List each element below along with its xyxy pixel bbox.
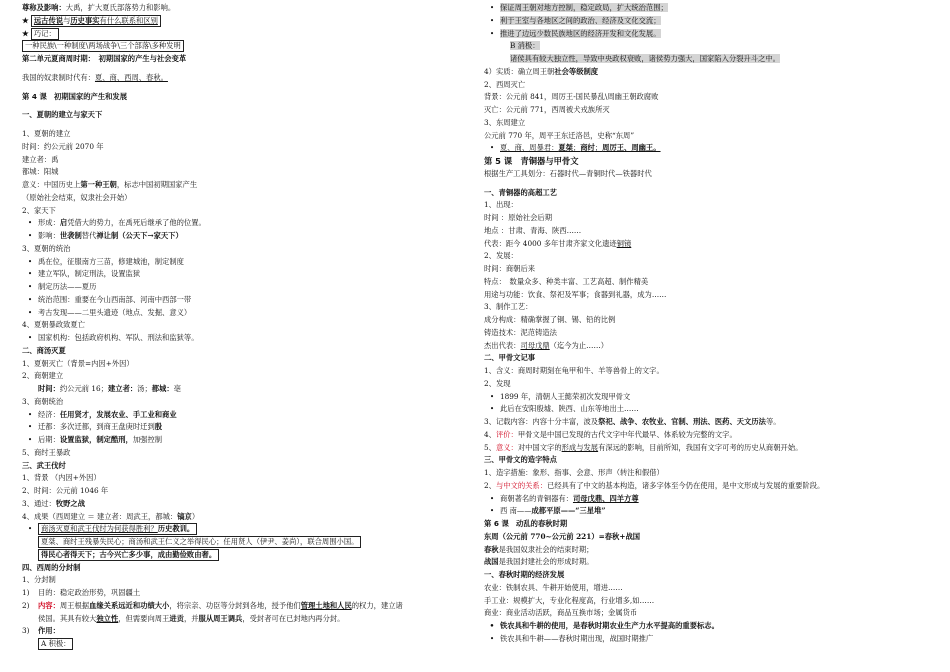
text-line: 1、分封制 bbox=[22, 575, 56, 585]
text-line: 1、造字措施：象形、指事、会意、形声（转注和假借） bbox=[484, 468, 664, 477]
section-xia-founding: 一、夏朝的建立与家天下 bbox=[22, 110, 103, 120]
text-line: 1) 目的：稳定政治形势，巩固疆土 bbox=[22, 588, 141, 597]
text-line: 2) 内容：周王根据血缘关系远近和功绩大小，将宗亲、功臣等分封到各地，授予他们管理土地和人民的权力，建立诸 bbox=[22, 600, 403, 610]
lesson-5-title: 第 5 课 青铜器与甲骨文 bbox=[484, 156, 579, 166]
text-line: 1、夏朝的建立 bbox=[22, 129, 71, 138]
list-item: • 铁农具和牛耕——春秋时期出现，战国时期推广 bbox=[484, 633, 932, 646]
text-line: 1、出现： bbox=[484, 200, 518, 210]
mnemonic-content: 一种民族\一种制度\两场战争\三个部落\多种发明 bbox=[22, 40, 470, 53]
text-line: 1、含义：商周时期刻在龟甲和牛、羊等兽骨上的文字。 bbox=[484, 366, 664, 375]
text-line: 根据生产工具划分：石器时代—青铜时代—铁器时代 bbox=[484, 168, 652, 178]
text-line: 代表：距今 4000 多年甘肃齐家文化遗迹铜镜 bbox=[484, 238, 632, 248]
list-item: • 铁农具和牛耕的使用，是春秋时期农业生产力水平提高的重要标志。 bbox=[484, 620, 932, 633]
text-line: 用途与功能：饮食、祭祀及军事；食器到礼器，成为…… bbox=[484, 289, 667, 299]
influence-line: 尊称及影响：大禹，扩大夏氏部落势力和影响。 bbox=[22, 3, 176, 12]
right-column bbox=[484, 2, 932, 646]
text-line: 2、时间：公元前 1046 年 bbox=[22, 486, 109, 495]
list-item: • 考古发现——二里头遗迹（地点、发掘、意义） bbox=[22, 307, 470, 320]
list-item: • 影响：世袭制替代禅让制（公天下→家天下） bbox=[22, 230, 470, 243]
text-line: 4、成果（西周建立 ＝ 建立者：周武王，都城：镐京） bbox=[22, 511, 200, 521]
text-line: 1、夏朝灭亡（背景=内因+外因） bbox=[22, 358, 134, 368]
section-western-zhou-enfeoffment: 四、西周的分封制 bbox=[22, 562, 81, 572]
text-line: 2、西周灭亡 bbox=[484, 79, 526, 89]
section-bronze-craft: 一、青铜器的高超工艺 bbox=[484, 187, 557, 197]
text-line: 3) 作用： bbox=[22, 626, 60, 636]
text-line: 背景：公元前 841，周厉王-国民暴乱\周幽王朝政腐败 bbox=[484, 92, 659, 102]
list-item: • 此后在安阳殷墟、陕西、山东等地出土…… bbox=[484, 403, 932, 416]
section-wu-attacks-zhou: 三、武王伐纣 bbox=[22, 460, 66, 470]
text-line: 2、发现 bbox=[484, 378, 511, 388]
text-line: 东周（公元前 770~公元前 221）=春秋+战国 bbox=[484, 531, 641, 541]
star-icon: ★ bbox=[22, 28, 29, 38]
list-item: • 商朝著名的青铜器有：司母戊鼎、四羊方尊 bbox=[484, 493, 932, 506]
text-line: 2、与中文的关系：已经具有了中文的基本构造，诸多字体至今仍在使用，是中文形成与发展的重要阶段。 bbox=[484, 480, 825, 490]
list-item: • 利于王室与各地区之间的政治、经济及文化交流； bbox=[484, 15, 932, 28]
text-line: 手工业：规模扩大，专业化程度高，行业增多,如…… bbox=[484, 595, 655, 605]
text-line: 灭亡：公元前 771，西周被犬戎族所灭 bbox=[484, 105, 610, 114]
text-line: （原始社会结束，奴隶社会开始） bbox=[22, 192, 132, 202]
text-line: 时间：约公元前 16；建立者：汤；都城：亳 bbox=[38, 384, 181, 393]
mnemonic-label: ★ 巧记： bbox=[22, 28, 470, 41]
text-line: 商业：商业活动活跃，商品互换市场；金属货币 bbox=[484, 608, 638, 618]
list-item: • 1899 年，清朝人王懿荣初次发现甲骨文 bbox=[484, 391, 932, 404]
text-line: 3、通过：牧野之战 bbox=[22, 498, 86, 508]
list-item: • 西 南——成都平原——“三星堆” bbox=[484, 505, 932, 518]
list-item: • 制定历法——夏历 bbox=[22, 281, 470, 294]
list-item: • 商汤灭夏和武王伐纣为何获得胜利？历史教训。 bbox=[22, 523, 470, 536]
text-line: 时间 ：原始社会后期 bbox=[484, 213, 552, 222]
section-spring-autumn-economy: 一、春秋时期的经济发展 bbox=[484, 570, 565, 579]
text-line: 杰出代表：司母戊鼎（迄今为止……） bbox=[484, 340, 609, 350]
text-line: 2、发展： bbox=[484, 251, 518, 261]
text-line: 3、夏朝的统治 bbox=[22, 243, 71, 253]
text-line: 1、背景 （内因+外因） bbox=[22, 473, 101, 483]
text-line: 地点 ：甘肃、青海、陕西…… bbox=[484, 225, 582, 235]
text-line: 都城：阳城 bbox=[22, 167, 59, 177]
text-line: 4、夏朝暴政致夏亡 bbox=[22, 320, 86, 330]
text-line: 公元前 770 年，周平王东迁洛邑，史称“东周” bbox=[484, 130, 635, 140]
legend-question: ★ 远古传说与历史事实有什么联系和区别 bbox=[22, 15, 470, 28]
lesson-6-title: 第 6 课 动乱的春秋时期 bbox=[484, 519, 568, 528]
text-line: 2、家天下 bbox=[22, 205, 56, 215]
text-line: 农业：铁制农具、牛耕开始使用，增进…… bbox=[484, 582, 623, 592]
list-item: • 经济：任用贤才，发展农业、手工业和商业 bbox=[22, 409, 470, 422]
slavery-era: 我国的奴隶制时代有：夏、商、西周、春秋。 bbox=[22, 72, 168, 82]
text-line: 时间：商朝后来 bbox=[484, 264, 536, 273]
text-line: 3、商朝统治 bbox=[22, 396, 64, 406]
list-item: • 禹在位，征服南方三苗，修建城池，制定制度 bbox=[22, 256, 470, 269]
text-line: A 积极： bbox=[22, 638, 470, 651]
text-line: 3、东周建立 bbox=[484, 117, 526, 127]
text-line: 5、商纣王暴政 bbox=[22, 447, 71, 457]
lesson-4-title: 第 4 课 初期国家的产生和发展 bbox=[22, 91, 128, 101]
list-item: • 形成：启凭借大的势力，在禹死后继承了他的位置。 bbox=[22, 217, 470, 230]
text-line: 3、制作工艺： bbox=[484, 302, 533, 312]
text-line: 战国是我国封建社会的形成时期。 bbox=[484, 557, 594, 567]
text-line: 诸侯具有较大独立性，导致中央政权衰败，诸侯势力强大，国家陷入分裂升斗之中。 bbox=[510, 54, 780, 63]
text-line: 时间：约公元前 2070 年 bbox=[22, 141, 104, 151]
list-item: • 迁都：多次迁都，到商王盘庚时迁到殷 bbox=[22, 421, 470, 434]
text-line: 3、记载内容：内容十分丰富，波及祭祀、战争、农牧业、官制、刑法、医药、天文历法等。 bbox=[484, 417, 781, 426]
text-line: 特点： 数量众多、种类丰富、工艺高超、制作精美 bbox=[484, 276, 649, 286]
text-line: B 消极： bbox=[510, 41, 540, 51]
list-item: • 保证周王朝对地方控制，稳定政局，扩大统治范围； bbox=[484, 2, 932, 15]
text-line: 得民心者得天下；古今兴亡多少事，成由勤俭败由奢。 bbox=[22, 549, 470, 562]
section-oracle-bones: 二、甲骨文记事 bbox=[484, 353, 536, 363]
list-item: • 建立军队，制定刑法，设置监狱 bbox=[22, 268, 470, 281]
text-line: 5、意义：对中国文字的形成与发展有深远的影响，目前所知，我国有文字可考的历史从商朝开始。 bbox=[484, 442, 803, 452]
list-item: • 统治范围：重要在今山西南部、河南中西部一带 bbox=[22, 294, 470, 307]
left-column bbox=[22, 2, 470, 651]
text-line: 春秋是我国奴隶社会的结束时期； bbox=[484, 544, 594, 554]
list-item: • 国家机构：包括政府机构、军队、刑法和监狱等。 bbox=[22, 332, 470, 345]
text-line: 意义：中国历史上第一种王朝，标志中国初期国家产生 bbox=[22, 180, 198, 189]
list-item: • 后期：设置监狱，制定酷刑，加强控制 bbox=[22, 434, 470, 447]
section-oracle-characteristics: 三、甲骨文的造字特点 bbox=[484, 455, 557, 465]
section-shang-conquers-xia: 二、商汤灭夏 bbox=[22, 345, 66, 355]
text-line: 侯国。其具有较大独立性，但需要向周王进贡，并服从周王调兵，受封者可在已封地内再分封。 bbox=[38, 613, 345, 623]
text-line: 铸造技术：泥范铸造法 bbox=[484, 327, 557, 337]
star-icon: ★ bbox=[22, 15, 29, 25]
list-item: • 夏、商、周暴君：夏桀；商纣；周厉王、周幽王。 bbox=[484, 142, 932, 155]
list-item: • 推进了边远少数民族地区的经济开发和文化发展。 bbox=[484, 28, 932, 41]
text-line: 4、评价：甲骨文是中国已发现的古代文字中年代最早、体系较为完整的文字。 bbox=[484, 429, 737, 439]
text-line: 成分构成：精确掌握了铜、锡、铅的比例 bbox=[484, 315, 616, 324]
text-line: 2、商朝建立 bbox=[22, 371, 64, 381]
unit-title: 第二单元夏商周时期： 初期国家的产生与社会变革 bbox=[22, 54, 187, 63]
text-line: 夏桀、商纣王残暴失民心；商汤和武王仁义之举得民心；任用贤人（伊尹、姜尚），联合周围小国。 bbox=[22, 536, 470, 549]
text-line: 4）实质：确立周王朝社会等级制度 bbox=[484, 66, 599, 76]
text-line: 建立者：禹 bbox=[22, 154, 59, 164]
